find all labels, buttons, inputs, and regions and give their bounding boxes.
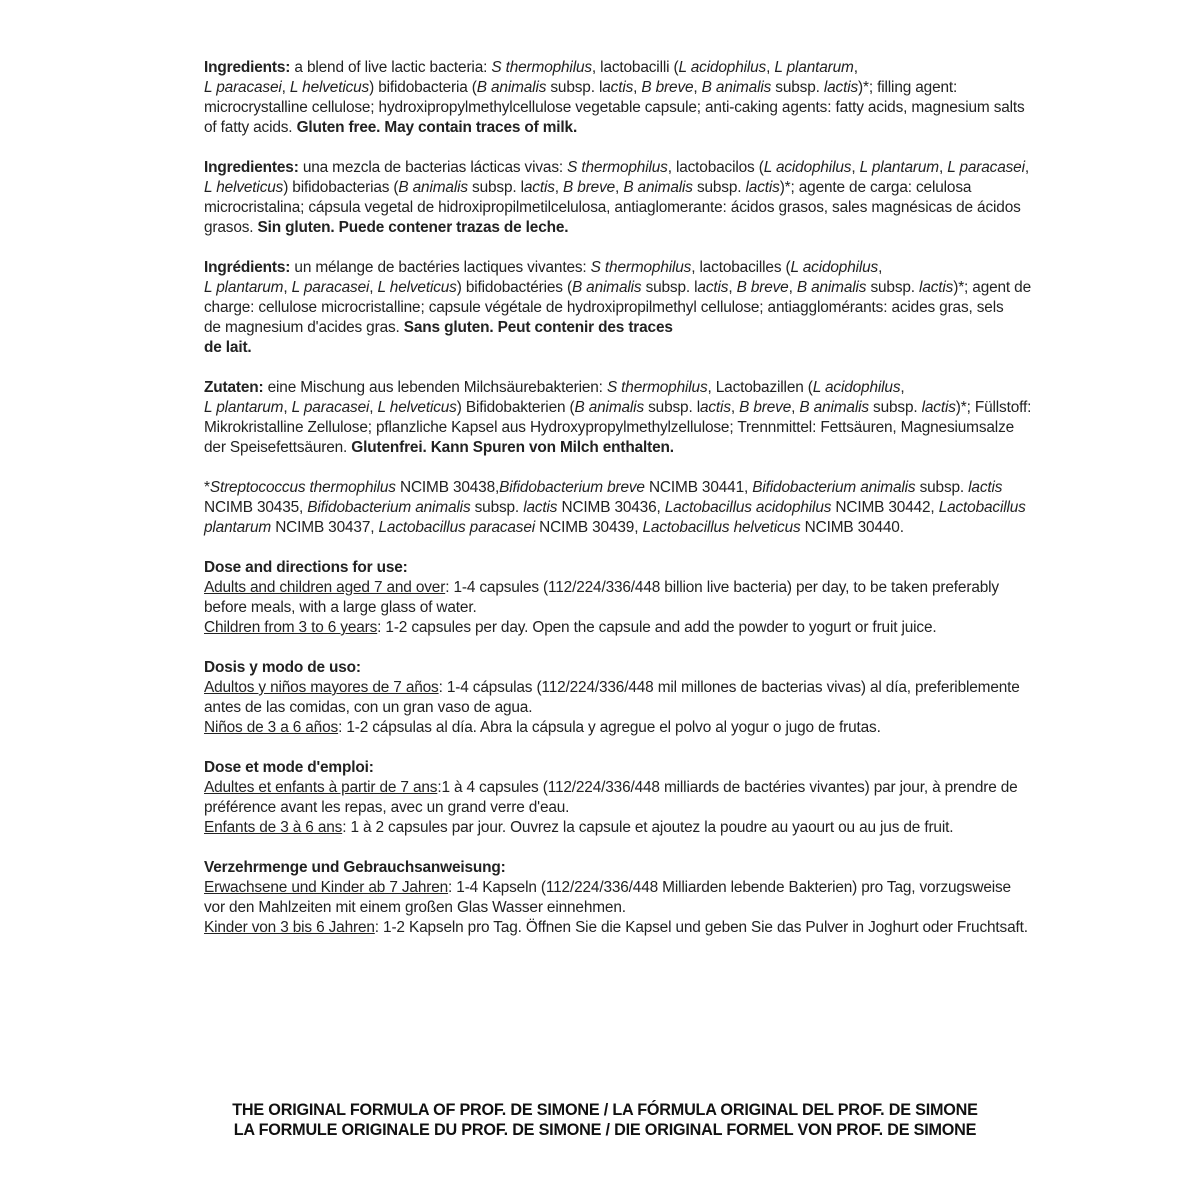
text-run: of fatty acids. <box>204 119 297 136</box>
text-run: )*; agente de carga: celulosa <box>779 179 972 196</box>
ingredients-en-heading: Ingredients: <box>204 59 291 76</box>
footer-line-2: LA FORMULE ORIGINALE DU PROF. DE SIMONE / DIE ORIGINAL FORMEL VON PROF. DE SIMONE <box>233 1121 977 1139</box>
footnote-line-3 <box>204 518 1004 538</box>
ingredients-de-line-3: Mikrokristalline Zellulose; pflanzliche Kapsel aus Hydroxypropylmethylzellulose; Trennmittel: Fettsäuren, Magnesiumsalze <box>204 419 1015 436</box>
text-run: subsp. <box>771 79 824 96</box>
text-run: : 1-4 cápsulas (112/224/336/448 mil millones de bacterias vivas) al día, preferiblemente <box>438 679 1020 696</box>
species-name: Lactobacillus acidophilus <box>664 499 832 516</box>
age-group-label: Adultes et enfants à partir de 7 ans <box>204 779 438 796</box>
text-run: NCIMB 30441, <box>644 479 753 496</box>
dose-fr <box>204 758 1018 838</box>
text-run: eine Mischung aus lebenden Milchsäurebakterien: <box>263 379 607 396</box>
text-run: ) bifidobacterias ( <box>283 179 399 196</box>
text-run: subsp. <box>868 399 922 416</box>
text-run: subsp. <box>470 499 524 516</box>
text-run: , <box>788 279 797 296</box>
text-run: ) Bifidobakterien ( <box>456 399 575 416</box>
species-name: L acidophilus <box>812 379 901 396</box>
dose-en <box>204 558 1004 638</box>
text-run: , lactobacilli ( <box>591 59 679 76</box>
text-run: , <box>853 59 858 76</box>
age-group-label: Erwachsene und Kinder ab 7 Jahren <box>204 879 449 896</box>
text-run: subsp. l <box>644 399 700 416</box>
ingredients-es-line-3: microcristalina; cápsula vegetal de hidroxipropilmetilcelulosa, antiaglomerante: ácidos grasos, sales magnésicas de ácidos <box>204 199 1021 216</box>
species-name: Streptococcus thermophilus <box>209 479 396 496</box>
text-run: NCIMB 30439, <box>535 519 643 536</box>
text-run: : 1 à 2 capsules par jour. Ouvrez la capsule et ajoutez la poudre au yaourt ou au jus de fruit. <box>342 819 954 836</box>
text-run: subsp. l <box>467 179 524 196</box>
ingredients-en-line-4 <box>204 118 1004 138</box>
ingredients-fr-line-2 <box>204 278 1031 298</box>
allergen-note: Sin gluten. Puede contener trazas de leche. <box>257 219 569 236</box>
species-name: B animalis <box>701 79 772 96</box>
text-run: , <box>369 279 378 296</box>
text-run: , <box>1024 159 1029 176</box>
text-run: , <box>728 279 737 296</box>
species-name: L helveticus <box>377 399 457 416</box>
dose-de-line-1 <box>204 878 1011 898</box>
dose-fr-line-2: préférence avant les repas, avec un grand verre d'eau. <box>204 799 570 816</box>
text-run: subsp. <box>866 279 920 296</box>
text-run: , <box>791 399 800 416</box>
text-run: de magnesium d'acides gras. <box>204 319 404 336</box>
text-run: , lactobacilles ( <box>691 259 791 276</box>
species-name: S thermophilus <box>606 379 708 396</box>
species-name: S thermophilus <box>491 59 592 76</box>
dose-es-line-2: antes de las comidas, con un gran vaso de agua. <box>204 699 533 716</box>
text-run: , <box>615 179 624 196</box>
text-run: , <box>281 79 290 96</box>
species-name: actis <box>523 179 555 196</box>
ingredients-en-line-1 <box>204 58 1004 78</box>
dose-de-heading: Verzehrmenge und Gebrauchsanweisung: <box>204 859 506 876</box>
footnote-line-2 <box>204 498 1026 518</box>
dose-es-line-3 <box>204 718 1004 738</box>
footnote-line-1 <box>204 478 1004 498</box>
text-run: , <box>900 379 905 396</box>
species-name: B breve <box>641 79 694 96</box>
allergen-note: Gluten free. May contain traces of milk. <box>296 119 578 136</box>
text-run: una mezcla de bacterias lácticas vivas: <box>298 159 568 176</box>
footer-line-1: THE ORIGINAL FORMULA OF PROF. DE SIMONE / LA FÓRMULA ORIGINAL DEL PROF. DE SIMONE <box>232 1101 978 1119</box>
ingredients-es-line-4 <box>204 218 1004 238</box>
dose-es <box>204 658 1020 738</box>
text-run: , <box>633 79 642 96</box>
dose-en-line-2: before meals, with a large glass of water. <box>204 599 477 616</box>
age-group-label: Niños de 3 a 6 años <box>204 719 339 736</box>
age-group-label: Adults and children aged 7 and over <box>204 579 446 596</box>
text-run: NCIMB 30442, <box>831 499 939 516</box>
allergen-note: de lait. <box>204 339 252 356</box>
species-name: L plantarum <box>204 399 284 416</box>
species-name: plantarum <box>204 519 272 536</box>
text-run: ) bifidobactéries ( <box>456 279 572 296</box>
ingredients-es <box>204 158 1029 238</box>
age-group-label: Kinder von 3 bis 6 Jahren <box>204 919 375 936</box>
label-document <box>204 58 1032 958</box>
species-name: actis <box>699 399 731 416</box>
text-run: subsp. l <box>546 79 603 96</box>
text-run: : 1-2 capsules per day. Open the capsule and add the powder to yogurt or fruit juice. <box>377 619 937 636</box>
ingredients-de-line-2 <box>204 398 1032 418</box>
species-name: Lactobacillus paracasei <box>378 519 536 536</box>
species-name: lactis <box>823 79 859 96</box>
text-run: )*; Füllstoff: <box>955 399 1032 416</box>
text-run: , <box>730 399 740 416</box>
text-run: subsp. <box>692 179 746 196</box>
species-name: B animalis <box>398 179 468 196</box>
text-run: ) bifidobacteria ( <box>369 79 477 96</box>
dose-fr-line-3 <box>204 818 1004 838</box>
species-name: B animalis <box>623 179 693 196</box>
species-name: L plantarum <box>774 59 854 76</box>
text-run: subsp. <box>915 479 969 496</box>
ingredients-en <box>204 58 1025 138</box>
species-name: L helveticus <box>204 179 284 196</box>
dose-de-line-2: vor den Mahlzeiten mit einem großen Glas Wasser einnehmen. <box>204 899 626 916</box>
ingredients-es-line-1 <box>204 158 1029 178</box>
ingredients-en-line-2 <box>204 78 1004 98</box>
text-run: : 1-4 Kapseln (112/224/336/448 Milliarden lebende Bakterien) pro Tag, vorzugsweise <box>448 879 1011 896</box>
text-run: , <box>693 79 702 96</box>
ingredients-fr <box>204 258 1031 358</box>
species-name: lactis <box>921 399 956 416</box>
text-run: , <box>766 59 775 76</box>
text-run: grasos. <box>204 219 258 236</box>
text-run: * <box>204 479 210 496</box>
species-name: Bifidobacterium breve <box>499 479 645 496</box>
species-name: B animalis <box>574 399 644 416</box>
text-run: , <box>938 159 948 176</box>
species-name: Bifidobacterium animalis <box>307 499 471 516</box>
text-run: un mélange de bactéries lactiques vivantes: <box>290 259 591 276</box>
text-run: , <box>851 159 860 176</box>
text-run: )*; agent de <box>953 279 1031 296</box>
dose-fr-heading: Dose et mode d'emploi: <box>204 759 374 776</box>
species-name: S thermophilus <box>590 259 692 276</box>
species-name: B breve <box>563 179 616 196</box>
ingredients-es-line-2 <box>204 178 1004 198</box>
species-name: lactis <box>745 179 780 196</box>
text-run: : 1-4 capsules (112/224/336/448 billion live bacteria) per day, to be taken preferably <box>445 579 999 596</box>
species-name: L paracasei <box>947 159 1025 176</box>
dose-de-line-3 <box>204 918 1028 938</box>
species-name: lactis <box>968 479 1003 496</box>
species-name: Lactobacillus <box>938 499 1026 516</box>
text-run: NCIMB 30437, <box>271 519 379 536</box>
species-name: lactis <box>919 279 954 296</box>
dose-de <box>204 858 1028 938</box>
text-run: : 1-2 Kapseln pro Tag. Öffnen Sie die Kapsel und geben Sie das Pulver in Joghurt oder Fruchtsaft. <box>374 919 1028 936</box>
ingredients-de-line-1 <box>204 378 1004 398</box>
species-name: L helveticus <box>377 279 457 296</box>
text-run: , <box>878 259 883 276</box>
species-name: L helveticus <box>289 79 370 96</box>
text-run: subsp. l <box>641 279 698 296</box>
species-name: L acidophilus <box>790 259 879 276</box>
text-run: , <box>283 399 292 416</box>
species-name: L paracasei <box>204 79 282 96</box>
species-name: actis <box>602 79 634 96</box>
text-run: der Speisefettsäuren. <box>204 439 352 456</box>
species-name: Bifidobacterium animalis <box>752 479 916 496</box>
ingredients-fr-line-3: charge: cellulose microcristalline; capsule végétale de hydroxipropilmethyl cellulose; antiagglomérants: acides gras, sels <box>204 299 1004 316</box>
dose-es-line-1 <box>204 678 1020 698</box>
species-name: B breve <box>736 279 789 296</box>
text-run: :1 à 4 capsules (112/224/336/448 milliards de bactéries vivantes) par jour, à prendre de <box>437 779 1018 796</box>
text-run: : 1-2 cápsulas al día. Abra la cápsula y agregue el polvo al yogur o jugo de frutas. <box>338 719 881 736</box>
species-name: actis <box>697 279 729 296</box>
dose-en-heading: Dose and directions for use: <box>204 559 408 576</box>
species-name: L paracasei <box>291 399 370 416</box>
ingredients-es-heading: Ingredientes: <box>204 159 299 176</box>
species-name: L acidophilus <box>763 159 852 176</box>
ingredients-fr-heading: Ingrédients: <box>204 259 291 276</box>
species-name: B breve <box>739 399 792 416</box>
ingredients-de-heading: Zutaten: <box>204 379 264 396</box>
strain-footnote <box>204 478 1026 538</box>
species-name: L plantarum <box>204 279 284 296</box>
species-name: B animalis <box>799 399 869 416</box>
text-run: a blend of live lactic bacteria: <box>290 59 492 76</box>
species-name: lactis <box>523 499 558 516</box>
species-name: L acidophilus <box>678 59 767 76</box>
dose-en-line-3 <box>204 618 1004 638</box>
ingredients-fr-line-5 <box>204 338 1004 358</box>
species-name: S thermophilus <box>567 159 668 176</box>
text-run: NCIMB 30438, <box>395 479 500 496</box>
allergen-note: Sans gluten. Peut contenir des traces <box>403 319 673 336</box>
dose-fr-line-1 <box>204 778 1018 798</box>
ingredients-fr-line-1 <box>204 258 1004 278</box>
text-run: )*; filling agent: <box>858 79 958 96</box>
allergen-note: Glutenfrei. Kann Spuren von Milch enthalten. <box>351 439 674 456</box>
species-name: L paracasei <box>291 279 370 296</box>
text-run: , <box>283 279 292 296</box>
ingredients-de <box>204 378 1032 458</box>
text-run: NCIMB 30435, <box>204 499 308 516</box>
species-name: Lactobacillus helveticus <box>642 519 801 536</box>
dose-es-heading: Dosis y modo de uso: <box>204 659 361 676</box>
dose-en-line-1 <box>204 578 1004 598</box>
text-run: NCIMB 30436, <box>557 499 665 516</box>
ingredients-fr-line-4 <box>204 318 1004 338</box>
text-run: , <box>369 399 378 416</box>
text-run: , <box>554 179 564 196</box>
age-group-label: Enfants de 3 à 6 ans <box>204 819 343 836</box>
formula-footer <box>0 1100 1200 1140</box>
text-run: , Lactobazillen ( <box>707 379 813 396</box>
ingredients-en-line-3: microcrystalline cellulose; hydroxipropylmethylcellulose vegetable capsule; anti-caking agents: fatty acids, magnesium salts <box>204 99 1025 116</box>
species-name: B animalis <box>796 279 867 296</box>
age-group-label: Children from 3 to 6 years <box>204 619 378 636</box>
species-name: B animalis <box>571 279 642 296</box>
species-name: L plantarum <box>859 159 939 176</box>
text-run: NCIMB 30440. <box>800 519 904 536</box>
species-name: B animalis <box>476 79 547 96</box>
ingredients-de-line-4 <box>204 438 1004 458</box>
age-group-label: Adultos y niños mayores de 7 años <box>204 679 439 696</box>
text-run: , lactobacilos ( <box>667 159 764 176</box>
